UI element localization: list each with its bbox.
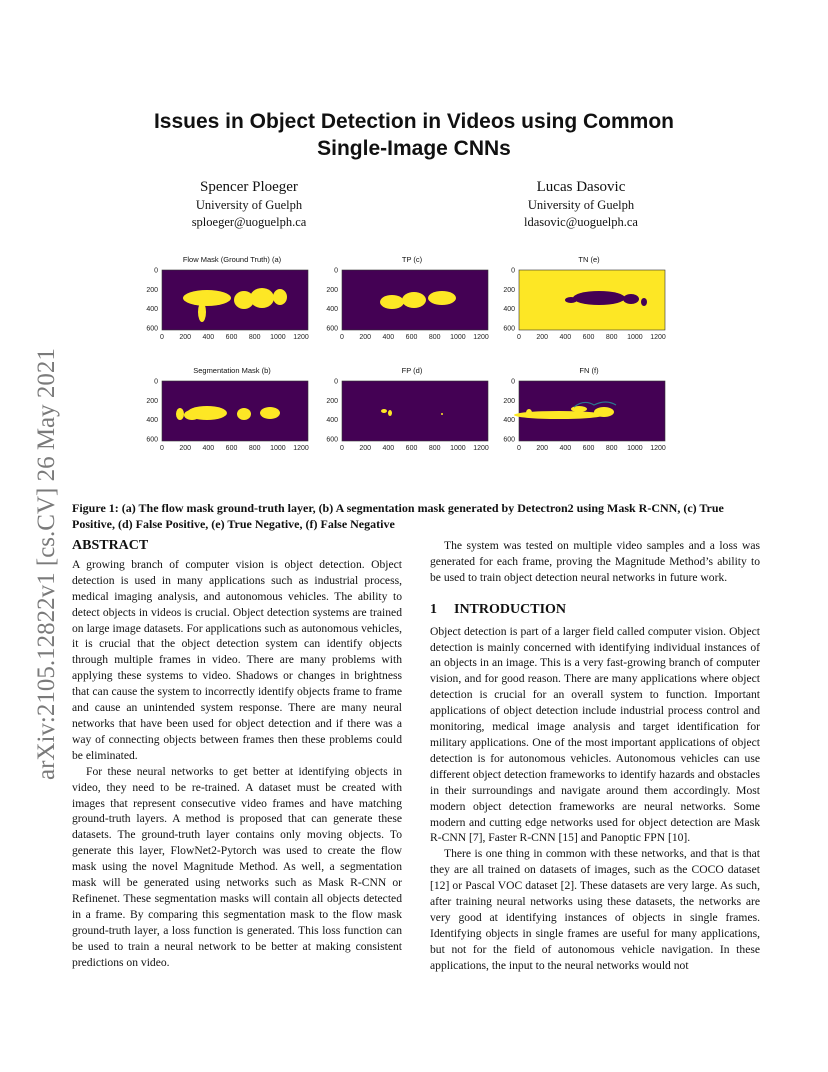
author-block [466, 178, 696, 231]
y-tick-label: 200 [326, 286, 338, 294]
author-email: ldasovic@uoguelph.ca [524, 215, 638, 229]
right-column [430, 538, 760, 974]
figure-panel [134, 366, 314, 476]
mask-background [162, 381, 308, 441]
mask-blob [380, 295, 404, 309]
x-tick-label: 800 [605, 334, 618, 341]
y-tick-label: 400 [146, 306, 158, 314]
x-tick-label: 600 [405, 334, 418, 341]
x-tick-label: 400 [382, 445, 395, 452]
left-column [72, 538, 402, 970]
abstract-heading: ABSTRACT [72, 538, 149, 553]
y-tick-label: 0 [334, 378, 338, 386]
y-tick-label: 0 [154, 267, 158, 275]
x-tick-label: 600 [582, 445, 595, 452]
x-tick-label: 1000 [270, 334, 286, 341]
y-tick-label: 600 [146, 436, 158, 444]
mask-blob [641, 298, 647, 306]
mask-blob [573, 291, 625, 305]
x-tick-label: 800 [605, 445, 618, 452]
figure-caption: Figure 1: (a) The flow mask ground-truth layer, (b) A segmentation mask generated by Detectron2 using Mask R-CNN, (c) True Positive, (d) False Positive, (e) True Negative, (f) False Negative [72, 501, 724, 531]
x-tick-label: 200 [536, 445, 549, 452]
panel-title: FP (d) [401, 366, 423, 375]
y-tick-label: 400 [146, 417, 158, 425]
x-tick-label: 400 [382, 334, 395, 341]
title-line-1: Issues in Object Detection in Videos using Common [153, 110, 675, 133]
mask-blob [623, 294, 639, 304]
figure-panel [314, 255, 494, 365]
x-tick-label: 200 [179, 445, 192, 452]
panel-title: TP (c) [401, 255, 423, 264]
mask-blob [250, 288, 274, 308]
x-tick-label: 200 [179, 334, 192, 341]
mask-blob [428, 291, 456, 305]
x-tick-label: 200 [359, 334, 372, 341]
y-tick-label: 600 [503, 436, 515, 444]
y-tick-label: 600 [146, 325, 158, 333]
x-tick-label: 200 [536, 334, 549, 341]
y-tick-label: 400 [503, 417, 515, 425]
abstract-paragraph: A growing branch of computer vision is object detection. Object detection is used in many applications such as industrial process, medical imaging analysis, and autonomous vehicles. The ability to detect objects in videos is crucial. Object detection systems are trained on large image datasets. For applications such as autonomous vehicles, it is crucial that the object detection system can identify objects through multiple frames in video. There are many problems with applying these systems to video. Shadows or changes in brightness that can cause the system to incorrectly identify objects frame to frame and cause an unintended system response. There are many neural networks that have been used for object detection and if there was a way of connecting objects between frames then these problems could be eliminated. [72, 557, 402, 762]
arxiv-stamp [12, 280, 72, 800]
y-tick-label: 400 [326, 417, 338, 425]
arxiv-id: arXiv:2105.12822v1 [cs.CV] 26 May 2021 [33, 348, 60, 780]
mask-image [491, 375, 671, 475]
section-title: INTRODUCTION [454, 601, 567, 617]
mask-blob [176, 408, 184, 420]
section-heading [430, 602, 760, 618]
y-tick-label: 600 [503, 325, 515, 333]
mask-blob [571, 406, 587, 412]
author-name: Spencer Ploeger [200, 179, 298, 195]
x-tick-label: 0 [340, 334, 344, 341]
y-tick-label: 400 [326, 306, 338, 314]
author-affiliation: University of Guelph [195, 198, 303, 212]
x-tick-label: 1000 [627, 445, 643, 452]
mask-image [134, 264, 314, 364]
panel-title: TN (e) [578, 255, 600, 264]
abstract-paragraph: The system was tested on multiple video samples and a loss was generated for each frame, proving the Magnitude Method’s ability to be used to train object detection neural networks in future work. [430, 539, 760, 584]
x-tick-label: 1000 [270, 445, 286, 452]
x-tick-label: 0 [340, 445, 344, 452]
x-tick-label: 1000 [450, 334, 466, 341]
mask-blob [441, 413, 443, 415]
x-tick-label: 600 [225, 445, 238, 452]
x-tick-label: 400 [559, 334, 572, 341]
x-tick-label: 1200 [293, 334, 309, 341]
x-tick-label: 1000 [627, 334, 643, 341]
title-line-2: Single-Image CNNs [317, 137, 511, 160]
y-tick-label: 600 [326, 436, 338, 444]
x-tick-label: 0 [517, 334, 521, 341]
x-tick-label: 800 [428, 334, 441, 341]
mask-blob [381, 409, 387, 413]
mask-blob [187, 406, 227, 420]
author-block [134, 178, 364, 231]
x-tick-label: 600 [582, 334, 595, 341]
y-tick-label: 200 [146, 397, 158, 405]
y-tick-label: 200 [326, 397, 338, 405]
author-email: sploeger@uoguelph.ca [191, 215, 307, 229]
mask-blob [594, 407, 614, 417]
mask-blob [402, 292, 426, 308]
x-tick-label: 800 [248, 445, 261, 452]
x-tick-label: 800 [248, 334, 261, 341]
x-tick-label: 400 [202, 334, 215, 341]
figure-1 [134, 255, 694, 485]
mask-background [519, 381, 665, 441]
x-tick-label: 0 [517, 445, 521, 452]
mask-blob [273, 289, 287, 305]
mask-blob [388, 410, 392, 416]
mask-blob [260, 407, 280, 419]
paper-title [100, 108, 728, 162]
panel-title: Flow Mask (Ground Truth) (a) [182, 255, 282, 264]
mask-image [314, 375, 494, 475]
mask-image [314, 264, 494, 364]
y-tick-label: 200 [146, 286, 158, 294]
x-tick-label: 1200 [293, 445, 309, 452]
mask-blob [237, 408, 251, 420]
author-affiliation: University of Guelph [527, 198, 635, 212]
x-tick-label: 0 [160, 445, 164, 452]
x-tick-label: 1200 [650, 445, 666, 452]
x-tick-label: 1200 [473, 334, 489, 341]
x-tick-label: 1000 [450, 445, 466, 452]
figure-panel [491, 366, 671, 476]
figure-panel [134, 255, 314, 365]
mask-image [491, 264, 671, 364]
mask-blob [514, 411, 604, 419]
intro-paragraph: There is one thing in common with these networks, and that is that they are all trained on datasets of images, such as the COCO dataset [12] or Pascal VOC dataset [2]. These datasets are very large. As such, after training neural networks using these datasets, the networks are very good at identifying instances of objects in single frames. Identifying objects in single frames are useful for many applications, but not for the field of autonomous vehicle navigation. In these applications, the input to the neural networks would not [430, 847, 760, 972]
y-tick-label: 600 [326, 325, 338, 333]
section-number: 1 [430, 601, 437, 617]
x-tick-label: 1200 [473, 445, 489, 452]
y-tick-label: 0 [154, 378, 158, 386]
y-tick-label: 400 [503, 306, 515, 314]
x-tick-label: 200 [359, 445, 372, 452]
intro-paragraph: Object detection is part of a larger field called computer vision. Object detection is mainly concerned with identifying individual instances of an objects in an image. This is a very fast-growing branch of computer vision, and for good reason. There are many applications where object detection is crucial for an overall system to function. Important applications of object detection include industrial process control and monitoring, medical image analysis and target identification for military applications. One of the most important applications of object detection is for autonomous vehicles. Autonomous vehicles can use different object detection frameworks to identify hazards and obstacles in their surroundings and navigate around them accordingly. Most modern object detection frameworks are neural networks. Some modern and cutting edge networks used for object detection are Mask R-CNN [7], Faster R-CNN [15] and Panoptic FPN [10]. [430, 624, 760, 845]
abstract-paragraph: For these neural networks to get better at identifying objects in video, they need to be re-trained. A dataset must be created with images that represent consecutive video frames and have matching ground-truth layers. A method is proposed that can generate these datasets. The ground-truth layer contains only moving objects. To generate this layer, FlowNet2-Pytorch was used to create the flow mask using the novel Magnitude Method. As well, a segmentation mask will be generated using networks such as Mask R-CNN or Refinenet. These segmentation masks will contain all objects detected in a frame. By comparing this segmentation mask to the flow mask ground-truth layer, a loss function is generated. This loss function can be used to train a neural network to be better at making consistent predictions on video. [72, 764, 402, 969]
mask-blob [183, 290, 231, 306]
panel-title: FN (f) [579, 366, 599, 375]
x-tick-label: 1200 [650, 334, 666, 341]
figure-panel [314, 366, 494, 476]
y-tick-label: 200 [503, 286, 515, 294]
x-tick-label: 600 [225, 334, 238, 341]
mask-background [342, 381, 488, 441]
author-name: Lucas Dasovic [536, 179, 626, 195]
x-tick-label: 600 [405, 445, 418, 452]
panel-title: Segmentation Mask (b) [193, 366, 271, 375]
y-tick-label: 0 [511, 267, 515, 275]
y-tick-label: 0 [511, 378, 515, 386]
x-tick-label: 800 [428, 445, 441, 452]
x-tick-label: 400 [202, 445, 215, 452]
y-tick-label: 0 [334, 267, 338, 275]
mask-image [134, 375, 314, 475]
figure-panel [491, 255, 671, 365]
x-tick-label: 0 [160, 334, 164, 341]
y-tick-label: 200 [503, 397, 515, 405]
x-tick-label: 400 [559, 445, 572, 452]
